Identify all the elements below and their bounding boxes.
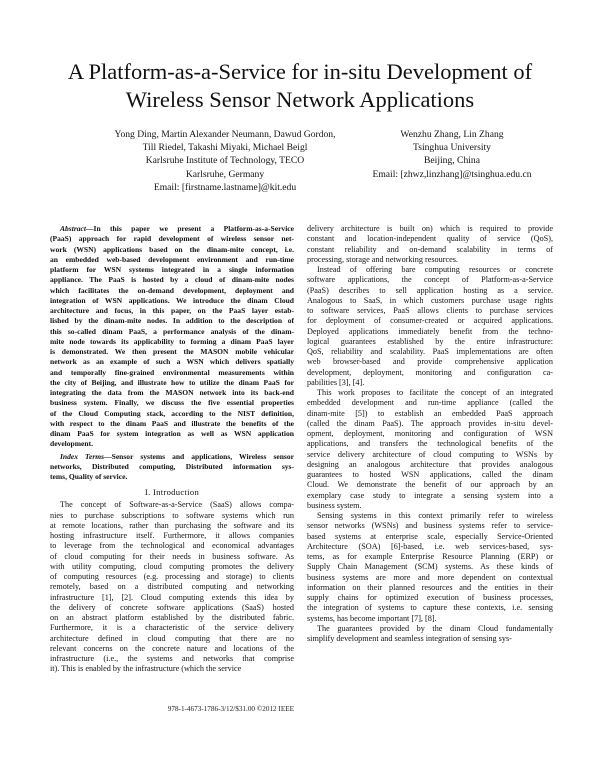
text-line: business system. xyxy=(307,500,362,510)
text-line: mite node towards its applicability to forming a dinam PaaS layer xyxy=(50,336,294,346)
text-line: dinam-mite [5]) to establish an embedded PaaS approach xyxy=(307,408,553,418)
text-line: This work proposes to facilitate the concept of an integrated xyxy=(317,388,553,397)
text-line: Deployed applications immediately benefit from the techno- xyxy=(307,326,553,336)
copyright-footer: 978-1-4673-1786-3/12/$31.00 ©2012 IEEE xyxy=(167,705,294,713)
text-line: designing an analogous architecture that provides analogous xyxy=(307,459,553,469)
authors-line: Wenzhu Zhang, Lin Zhang xyxy=(400,129,504,140)
lead-label: Abstract xyxy=(60,224,86,233)
lead-text: —Sensor systems and applications, Wireless sensor xyxy=(104,451,294,461)
text-line: of the Cloud Computing stack, according to the NIST definition, xyxy=(50,408,294,418)
text-line: tems, as for example Enterprise Resource Planning (ERP) or xyxy=(307,552,553,561)
lead-text: —In this paper we present a Platform-as-a-Service xyxy=(86,224,294,233)
text-line: Sensing systems in this context primarily refer to wireless xyxy=(317,511,553,520)
text-line: applications, and transfers the technological benefits of the xyxy=(307,439,553,449)
text-line: appliance. The PaaS is hosted by a cloud of dinam-mite nodes xyxy=(50,275,294,285)
text-line: dinam PaaS for system integration as well as WSN application xyxy=(50,429,294,438)
text-line: sensor networks (WSNs) and business systems refer to service- xyxy=(307,521,553,531)
text-line: Analogous to SaaS, in which customers purchase usage rights xyxy=(307,295,553,305)
text-line: integrating the data from the MASON network into its back-end xyxy=(50,388,294,397)
text-line: the delivery of concrete software applications (SaaS) hosted xyxy=(50,602,294,612)
paragraph xyxy=(307,624,553,645)
right-column xyxy=(307,224,553,644)
authors-line: Till Riedel, Takashi Miyaki, Michael Beigl xyxy=(142,142,308,154)
title-line: Wireless Sensor Network Applications xyxy=(125,87,475,112)
text-line: web browser-based and provide comprehensive application xyxy=(307,357,553,367)
left-column xyxy=(50,224,294,675)
paragraph xyxy=(307,224,553,265)
text-line: an embedded web-based development environment and run-time xyxy=(50,254,294,264)
text-line: based systems at enterprise scale, especially Service-Oriented xyxy=(307,531,553,541)
abstract xyxy=(50,224,294,450)
text-line: information on their planned resources and the entities in their xyxy=(307,582,553,592)
text-line: embedded development and run-time appliance (called the xyxy=(307,398,553,408)
text-line: business system. Finally, we discuss the five essential properties xyxy=(50,398,294,408)
text-line: service delivery architecture of cloud computing to WSNs by xyxy=(307,449,553,459)
text-line: which facilitates the on-demand development, deployment and xyxy=(50,285,294,295)
text-line: to software services, PaaS allows clients to purchase services xyxy=(307,306,553,315)
text-line: infrastructure [1], [2]. Cloud computing extends this idea by xyxy=(50,592,294,602)
lead-label: Index Terms xyxy=(60,451,105,461)
text-line: (called the dinam PaaS). The approach provides in-situ devel- xyxy=(307,418,553,428)
text-line: constant reliability and on-demand scalability in terms of xyxy=(307,244,553,254)
text-line: integration of WSN applications. We introduce the dinam Cloud xyxy=(50,295,294,305)
text-line: Furthermore, it is a characteristic of the service delivery xyxy=(50,623,294,633)
text-line: architecture and focus, in this paper, on the PaaS layer estab- xyxy=(50,306,294,315)
institution: Tsinghua University xyxy=(413,142,491,154)
text-line: remotely, based on a distributed computing and networking xyxy=(50,582,294,592)
location: Beijing, China xyxy=(424,155,480,167)
text-line: software applications, the concept of Platform-as-a-Service xyxy=(307,275,553,285)
location: Karlsruhe, Germany xyxy=(185,168,265,180)
text-line: platform for WSN systems integrated in a single information xyxy=(50,265,294,274)
text-line: delivery architecture is built on) which is required to provide xyxy=(307,224,553,233)
text-line: supply chains for optimized execution of business processes, xyxy=(307,593,553,602)
text-line: nies to purchase subscriptions to software systems which run xyxy=(50,510,294,520)
text-line: this so-called dinam PaaS, a performance analysis of the dinam- xyxy=(50,326,294,336)
text-line: guarantees to hosted WSN applications, called the dinam xyxy=(307,470,553,479)
text-line: for deployment of consumer-created or acquired applications. xyxy=(307,316,553,326)
text-line: to leverage from the technological and economical advantages xyxy=(50,541,294,551)
text-line: Architecture (SOA) [6]-based, i.e. web services-based, sys- xyxy=(307,541,553,551)
text-line: of cloud computing for their needs in business software. As xyxy=(50,551,294,561)
text-line: lished by the dinam-mite nodes. In addition to the description of xyxy=(50,316,294,326)
text-line: the city of Beijing, and illustrate how to utilize the dinam PaaS for xyxy=(50,377,294,387)
text-line: network as an example of such a WSN which delivers spatially xyxy=(50,357,294,367)
index-terms xyxy=(50,452,294,483)
text-line: hosting infrastructure itself. Furthermore, it allows companies xyxy=(50,531,294,540)
text-line: Instead of offering bare computing resources or concrete xyxy=(317,265,553,274)
text-line: relevant concerns on the concrete nature and locations of the xyxy=(50,643,294,653)
paragraph xyxy=(307,265,553,388)
text-line: QoS, reliability and scalability. PaaS implementations are often xyxy=(307,347,553,356)
paragraph xyxy=(307,511,553,624)
email: Email: [zhwz,linzhang]@tsinghua.edu.cn xyxy=(372,168,532,180)
text-line: the integration of systems to capture these contexts, i.e. sensing xyxy=(307,603,553,613)
authors-line: Yong Ding, Martin Alexander Neumann, Dawud Gordon, xyxy=(114,129,336,140)
text-line: opment, deployment, monitoring and configuration of WSN xyxy=(307,429,553,438)
text-line: constant and location-independent quality of service (QoS), xyxy=(307,234,553,244)
title-line: A Platform-as-a-Service for in-situ Development of xyxy=(67,59,533,84)
paragraph xyxy=(307,388,553,511)
affiliation-tsinghua xyxy=(352,128,552,181)
introduction-paragraph xyxy=(50,500,294,674)
paper-title xyxy=(40,58,560,114)
institution: Karlsruhe Institute of Technology, TECO xyxy=(145,155,305,167)
text-line xyxy=(50,452,294,462)
text-line xyxy=(50,224,294,234)
text-line: it). This is enabled by the infrastructure (which the service xyxy=(50,664,242,674)
text-line: systems, has become important [7], [8]. xyxy=(307,613,437,623)
text-line: (PaaS) approach for rapid development of wireless sensor net- xyxy=(50,234,294,244)
text-line: simplify development and seamless integration of sensing sys- xyxy=(307,634,512,643)
text-line: logical guarantees established by the entire infrastructure: xyxy=(307,336,553,346)
text-line: development, deployment, monitoring and configuration ca- xyxy=(307,367,553,377)
text-line: and temporally fine-grained environmental measurements within xyxy=(50,367,294,377)
text-line: infrastructure (i.e., the systems and networks that comprise xyxy=(50,654,294,663)
text-line: is demonstrated. We then present the MASON mobile vehicular xyxy=(50,347,294,356)
text-line: exemplary case study to integrate a sensing system into a xyxy=(307,490,553,500)
text-line: on an abstract platform established by the distributed fabric. xyxy=(50,613,294,622)
text-line: development. xyxy=(50,439,93,449)
affiliation-kit xyxy=(100,128,350,194)
text-line: architecture defined in cloud computing that there are no xyxy=(50,633,294,643)
text-line: The concept of Software-as-a-Service (SaaS) allows compa- xyxy=(60,500,294,510)
text-line: of computing resources (e.g. processing and storage) to clients xyxy=(50,572,294,581)
text-line: pabilities [3], [4]. xyxy=(307,377,365,387)
section-heading: I. Introduction xyxy=(144,487,200,498)
text-line: at remote locations, rather than purchasing the software and its xyxy=(50,520,294,530)
text-line: with utility computing, cloud computing promotes the delivery xyxy=(50,561,294,571)
text-line: business systems are more and more dependent on contextual xyxy=(307,572,553,582)
text-line: Cloud. We demonstrate the benefit of our approach by an xyxy=(307,480,553,490)
text-line: tems, Quality of service. xyxy=(50,472,128,481)
text-line: work (WSN) applications based on the dinam-mite concept, i.e. xyxy=(50,244,294,254)
text-line: processing, storage and networking resources. xyxy=(307,254,458,264)
email: Email: [firstname.lastname]@kit.edu xyxy=(153,181,297,193)
text-line: with respect to the dinam PaaS and illustrate the benefits of the xyxy=(50,418,294,428)
text-line: The guarantees provided by the dinam Cloud fundamentally xyxy=(317,623,553,633)
text-line: (PaaS) describes to sell application hosting as a service. xyxy=(307,285,553,295)
text-line: Supply Chain Management (SCM) systems. As these kinds of xyxy=(307,562,553,572)
text-line: networks, Distributed computing, Distributed information sys- xyxy=(50,461,294,471)
